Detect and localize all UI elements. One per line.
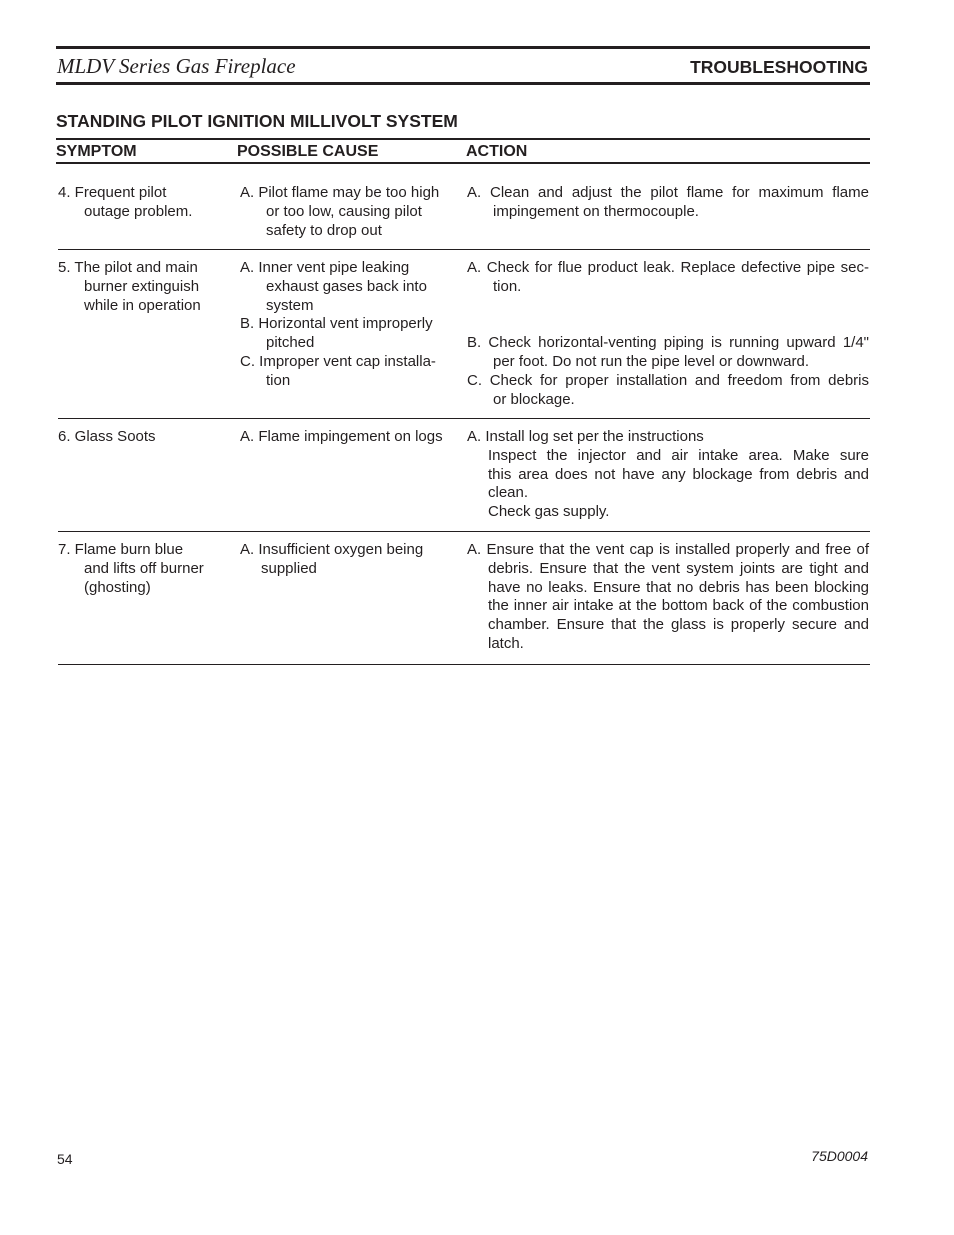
cause-line: C. Improper vent cap installa- [240, 352, 436, 370]
action-line: this area does not have any blockage from debris and [488, 465, 869, 483]
action-line: impingement on thermocouple. [493, 202, 699, 220]
action-line: debris. Ensure that the vent system joints are tight and [488, 559, 869, 577]
symptom-line: outage problem. [84, 202, 193, 220]
action-line: A. Ensure that the vent cap is installed properly and free of [467, 541, 869, 558]
action-line: have no leaks. Ensure that no debris has been blocking [488, 578, 869, 596]
action-line: Check gas supply. [488, 503, 610, 521]
row-divider [58, 249, 870, 250]
document-number: 75D0004 [811, 1148, 868, 1164]
header-bottom-rule [56, 82, 870, 85]
symptom-line: while in operation [84, 296, 201, 314]
cause-line: tion [266, 371, 291, 389]
table-row-symptom [58, 259, 228, 315]
cause-line: A. Insufficient oxygen being [240, 541, 424, 558]
cause-line: system [266, 296, 314, 314]
symptom-line: burner extinguish [84, 277, 200, 295]
document-title: MLDV Series Gas Fireplace [57, 54, 296, 78]
column-header-action: ACTION [466, 143, 528, 160]
table-row-symptom [58, 428, 228, 447]
table-row-action [467, 184, 869, 222]
action-line: tion. [493, 277, 522, 295]
cause-line: supplied [261, 559, 317, 577]
action-line: Inspect the injector and air intake area. Make sure [488, 446, 869, 464]
table-header-top-rule [56, 138, 870, 140]
header-top-rule [56, 46, 870, 49]
action-line: chamber. Ensure that the glass is properly secure and [488, 616, 869, 634]
table-row-cause [240, 428, 460, 447]
action-line: the inner air intake at the bottom back of the combustion [488, 597, 869, 615]
cause-line: A. Inner vent pipe leaking [240, 259, 410, 276]
symptom-line: 5. The pilot and main [58, 259, 198, 276]
action-line: A. Check for flue product leak. Replace defective pipe sec- [467, 259, 869, 276]
table-header-bottom-rule [56, 162, 870, 164]
cause-line: A. Pilot flame may be too high [240, 184, 440, 201]
row-divider [58, 418, 870, 419]
action-line: latch. [488, 634, 524, 652]
table-row-action [467, 259, 869, 409]
symptom-line: and lifts off burner [84, 559, 204, 577]
table-bottom-rule [58, 664, 870, 665]
table-row-action [467, 428, 869, 522]
action-line: A. Install log set per the instructions [467, 428, 704, 445]
action-line: clean. [488, 484, 529, 502]
action-line: C. Check for proper installation and freedom from debris [467, 371, 869, 389]
action-line: B. Check horizontal-venting piping is running upward 1/4" [467, 334, 869, 352]
action-spacer [467, 297, 869, 335]
table-row-cause [240, 259, 460, 391]
column-header-symptom: SYMPTOM [56, 143, 137, 160]
cause-line: or too low, causing pilot [266, 202, 422, 220]
symptom-line: 6. Glass Soots [58, 428, 156, 445]
page-title: STANDING PILOT IGNITION MILLIVOLT SYSTEM [56, 111, 458, 131]
cause-line: pitched [266, 334, 315, 352]
section-label: TROUBLESHOOTING [690, 57, 868, 77]
action-line: per foot. Do not run the pipe level or downward. [493, 352, 810, 370]
cause-line: exhaust gases back into [266, 277, 427, 295]
action-line: A. Clean and adjust the pilot flame for maximum flame [467, 184, 869, 201]
action-line: or blockage. [493, 390, 575, 408]
column-header-possible-cause: POSSIBLE CAUSE [237, 143, 379, 160]
table-row-action [467, 541, 869, 654]
table-row-cause [240, 184, 460, 240]
symptom-line: (ghosting) [84, 578, 151, 596]
cause-line: safety to drop out [266, 221, 382, 239]
cause-line: A. Flame impingement on logs [240, 428, 443, 445]
symptom-line: 7. Flame burn blue [58, 541, 184, 558]
symptom-line: 4. Frequent pilot [58, 184, 167, 201]
table-row-symptom [58, 541, 228, 597]
row-divider [58, 531, 870, 532]
page-number: 54 [57, 1151, 73, 1167]
cause-line: B. Horizontal vent improperly [240, 315, 433, 333]
table-row-symptom [58, 184, 228, 222]
table-row-cause [240, 541, 460, 579]
